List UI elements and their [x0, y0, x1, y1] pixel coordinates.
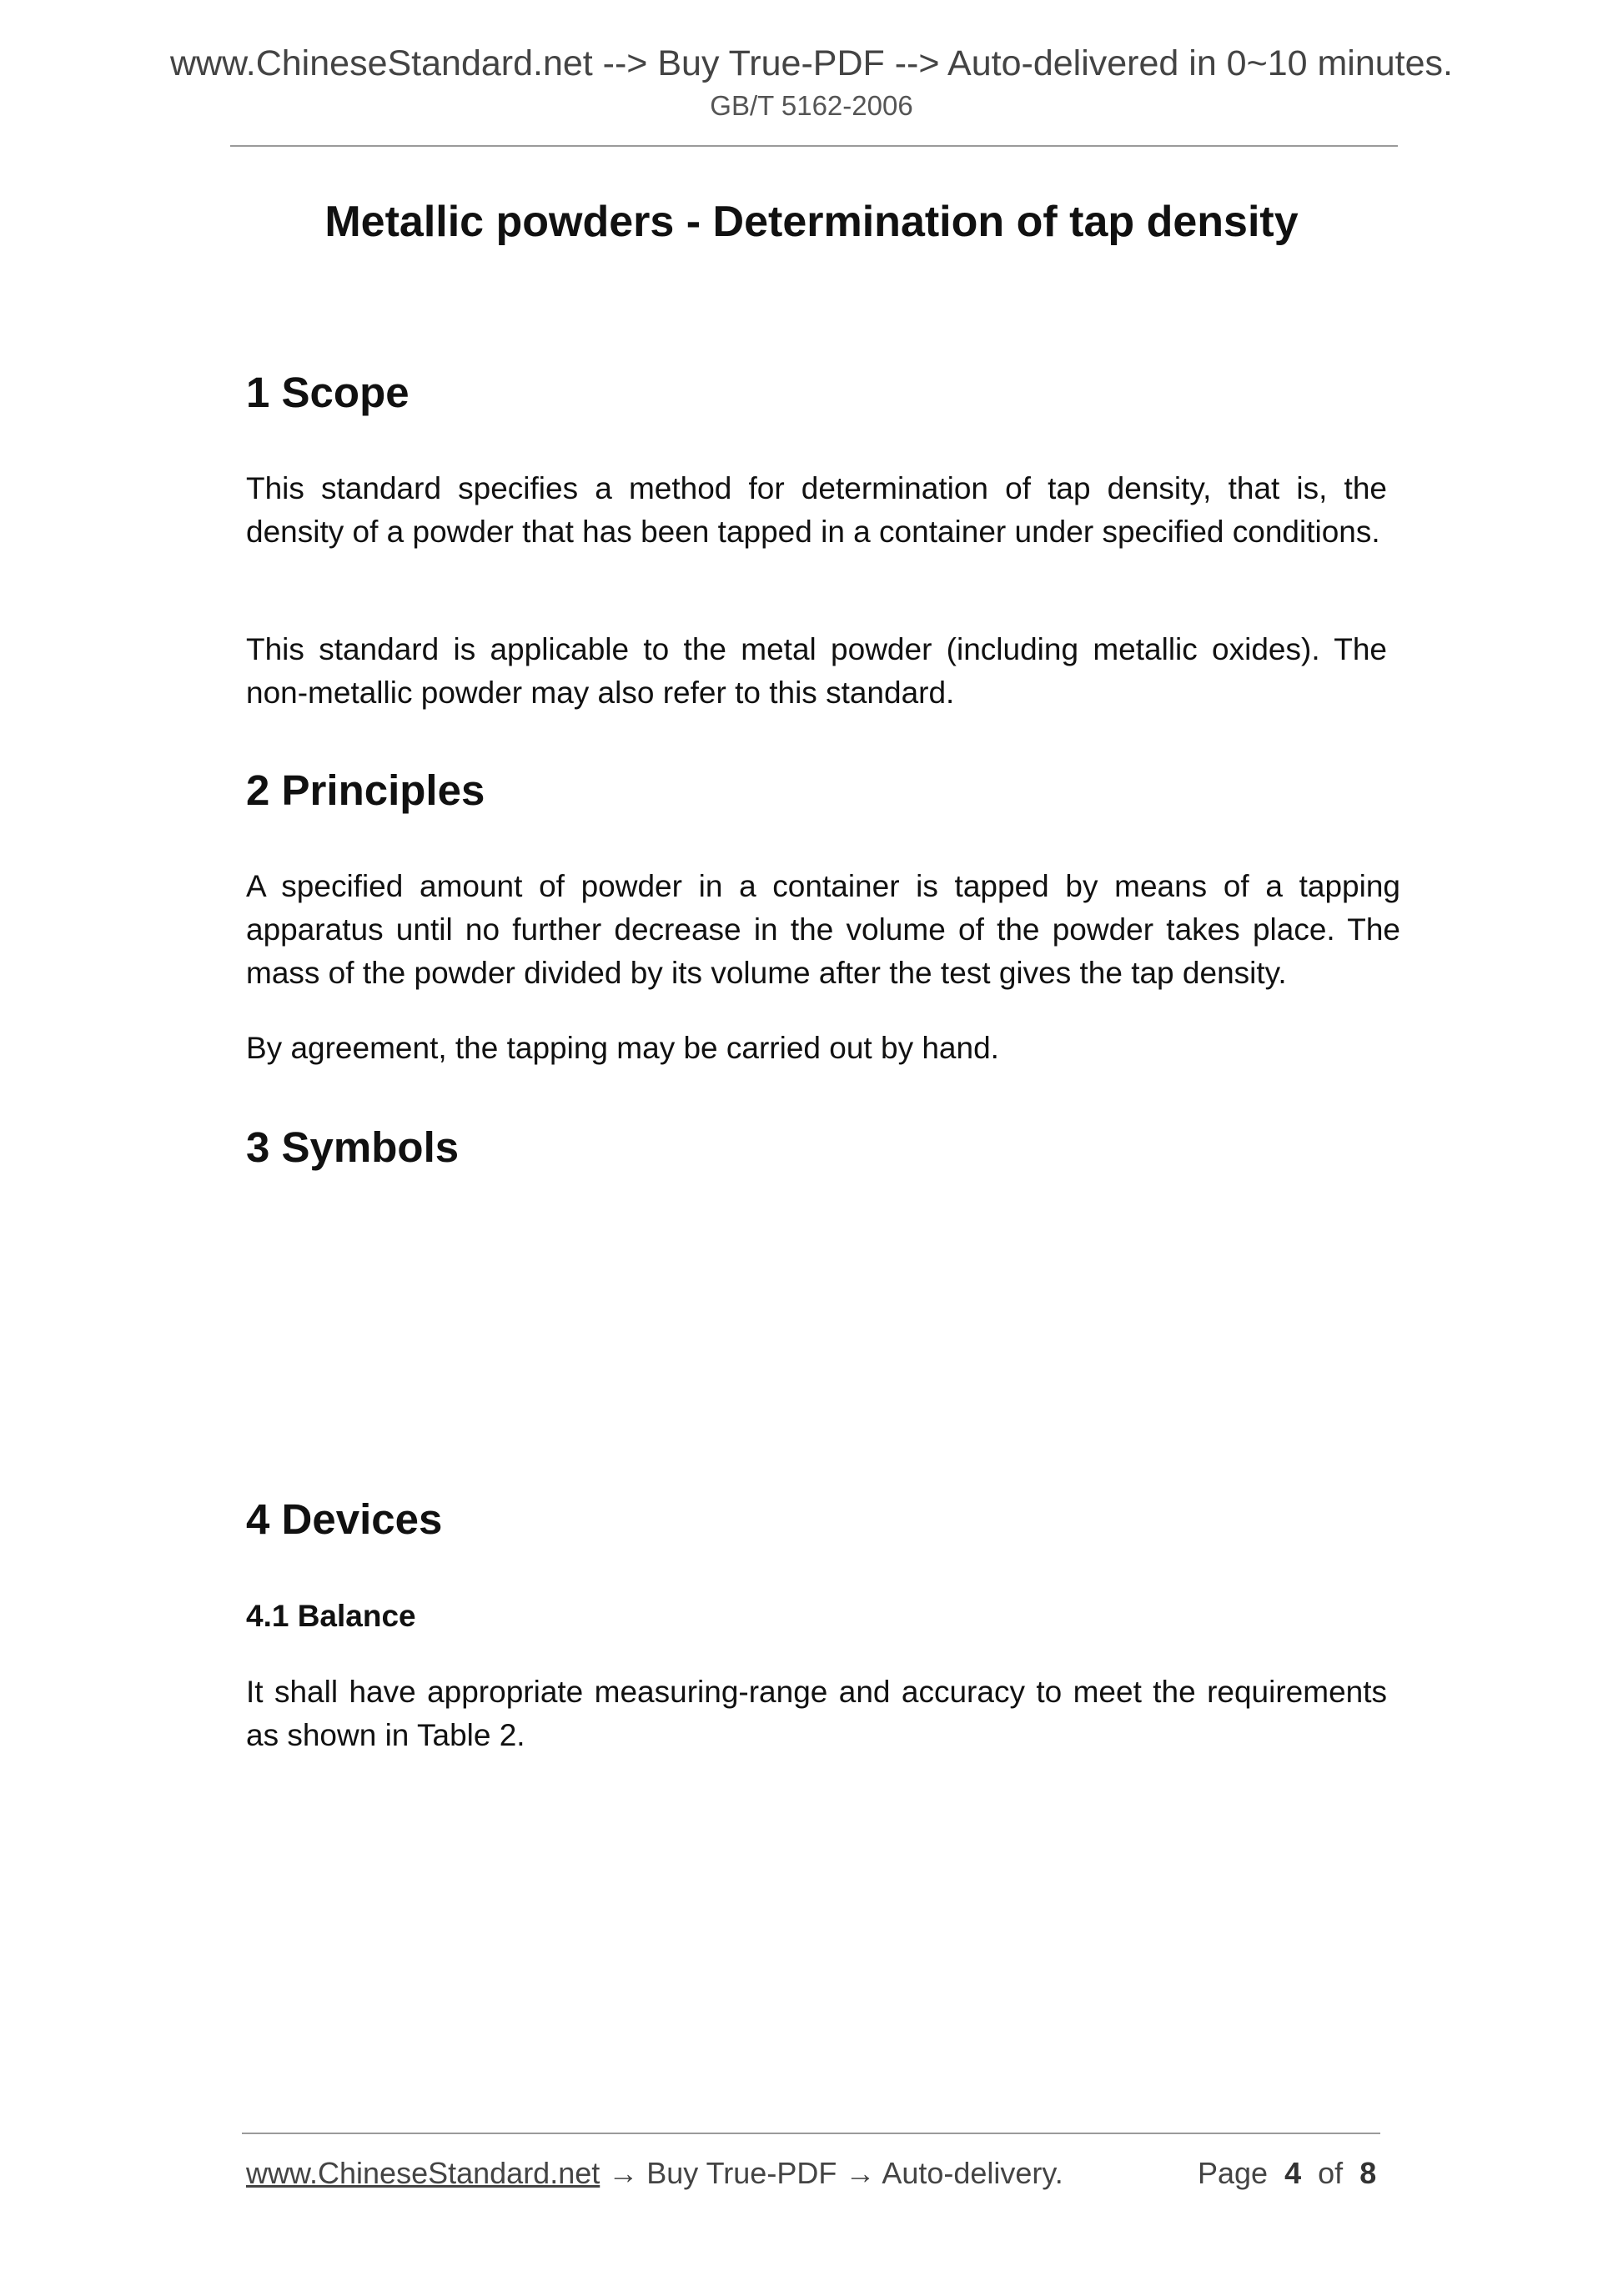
page-current: 4 [1284, 2156, 1302, 2190]
document-title: Metallic powders - Determination of tap density [324, 198, 1299, 246]
footer-delivery [246, 2156, 1063, 2191]
scope-paragraph-2: This standard is applicable to the metal powder (including metallic oxides). The non-metallic powder may also refer to this standard. [246, 632, 1387, 710]
standard-number: GB/T 5162-2006 [710, 90, 913, 121]
section-heading-scope: 1 Scope [246, 369, 410, 416]
site-banner: www.ChineseStandard.net --> Buy True-PDF --> Auto-delivered in 0~10 minutes. [169, 43, 1453, 83]
balance-paragraph-1: It shall have appropriate measuring-range and accuracy to meet the requirements as shown in Table 2. [246, 1675, 1387, 1752]
page-of-label: of [1318, 2156, 1344, 2190]
footer-site-link[interactable]: www.ChineseStandard.net [246, 2156, 600, 2190]
header-divider [230, 145, 1398, 147]
footer-divider [242, 2133, 1380, 2134]
principles-paragraph-2: By agreement, the tapping may be carried out by hand. [246, 1031, 999, 1065]
scope-paragraph-1: This standard specifies a method for determination of tap density, that is, the density of a powder that has been tapped in a container under specified conditions. [246, 471, 1387, 549]
page-total: 8 [1359, 2156, 1377, 2190]
subsection-heading-balance: 4.1 Balance [246, 1599, 416, 1633]
section-heading-principles: 2 Principles [246, 766, 485, 814]
page-indicator [1198, 2156, 1376, 2191]
section-heading-devices: 4 Devices [246, 1495, 443, 1543]
footer-delivery-text: → Buy True-PDF → Auto-delivery. [600, 2156, 1063, 2190]
principles-paragraph-1: A specified amount of powder in a container is tapped by means of a tapping apparatus until no further decrease in the volume of the powder takes place. The mass of the powder divided by its volume after the test gives the tap density. [246, 869, 1400, 990]
section-heading-symbols: 3 Symbols [246, 1123, 460, 1171]
page-label: Page [1198, 2156, 1269, 2190]
